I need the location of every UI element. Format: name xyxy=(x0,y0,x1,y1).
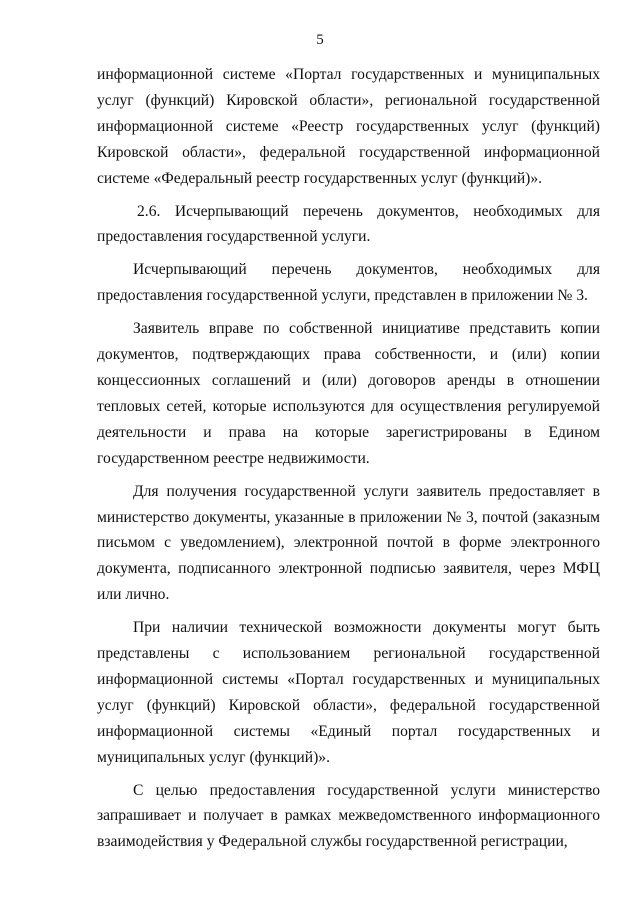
paragraph-continuation: информационной системе «Портал государственных и муниципальных услуг (функций) Кировской области», региональной государственной информационной системе «Реестр государственных услуг (функций) Кировской области», федеральной государственной информационной системе «Федеральный реестр государственных услуг (функций)». xyxy=(97,66,600,187)
body-text xyxy=(97,62,600,855)
paragraph-interagency-request: С целью предоставления государственной услуги министерство запрашивает и получает в рамках межведомственного информационного взаимодействия у Федеральной службы государственной регистрации, xyxy=(97,781,600,851)
paragraph-applicant-right: Заявитель вправе по собственной инициативе представить копии документов, подтверждающих права собственности, и (или) копии концессионных соглашений и (или) договоров аренды в отношении тепловых сетей, которые используются для осуществления регулируемой деятельности и права на которые зарегистрированы в Едином государственном реестре недвижимости. xyxy=(97,320,600,467)
paragraph-documents-list: Исчерпывающий перечень документов, необходимых для предоставления государственной услуги, представлен в приложении № 3. xyxy=(97,261,600,305)
section-heading-2-6: 2.6. Исчерпывающий перечень документов, необходимых для предоставления государственной услуги. xyxy=(97,202,600,246)
paragraph-technical-possibility: При наличии технической возможности документы могут быть представлены с использованием региональной государственной информационной системы «Портал государственных и муниципальных услуг (функций) Кировской области», федеральной государственной информационной системы «Единый портал государственных и муниципальных услуг (функций)». xyxy=(97,619,600,766)
paragraph-submission-methods: Для получения государственной услуги заявитель предоставляет в министерство документы, указанные в приложении № 3, почтой (заказным письмом с уведомлением), электронной почтой в форме электронного документа, подписанного электронной подписью заявителя, через МФЦ или лично. xyxy=(97,482,600,604)
page-number: 5 xyxy=(316,32,324,48)
